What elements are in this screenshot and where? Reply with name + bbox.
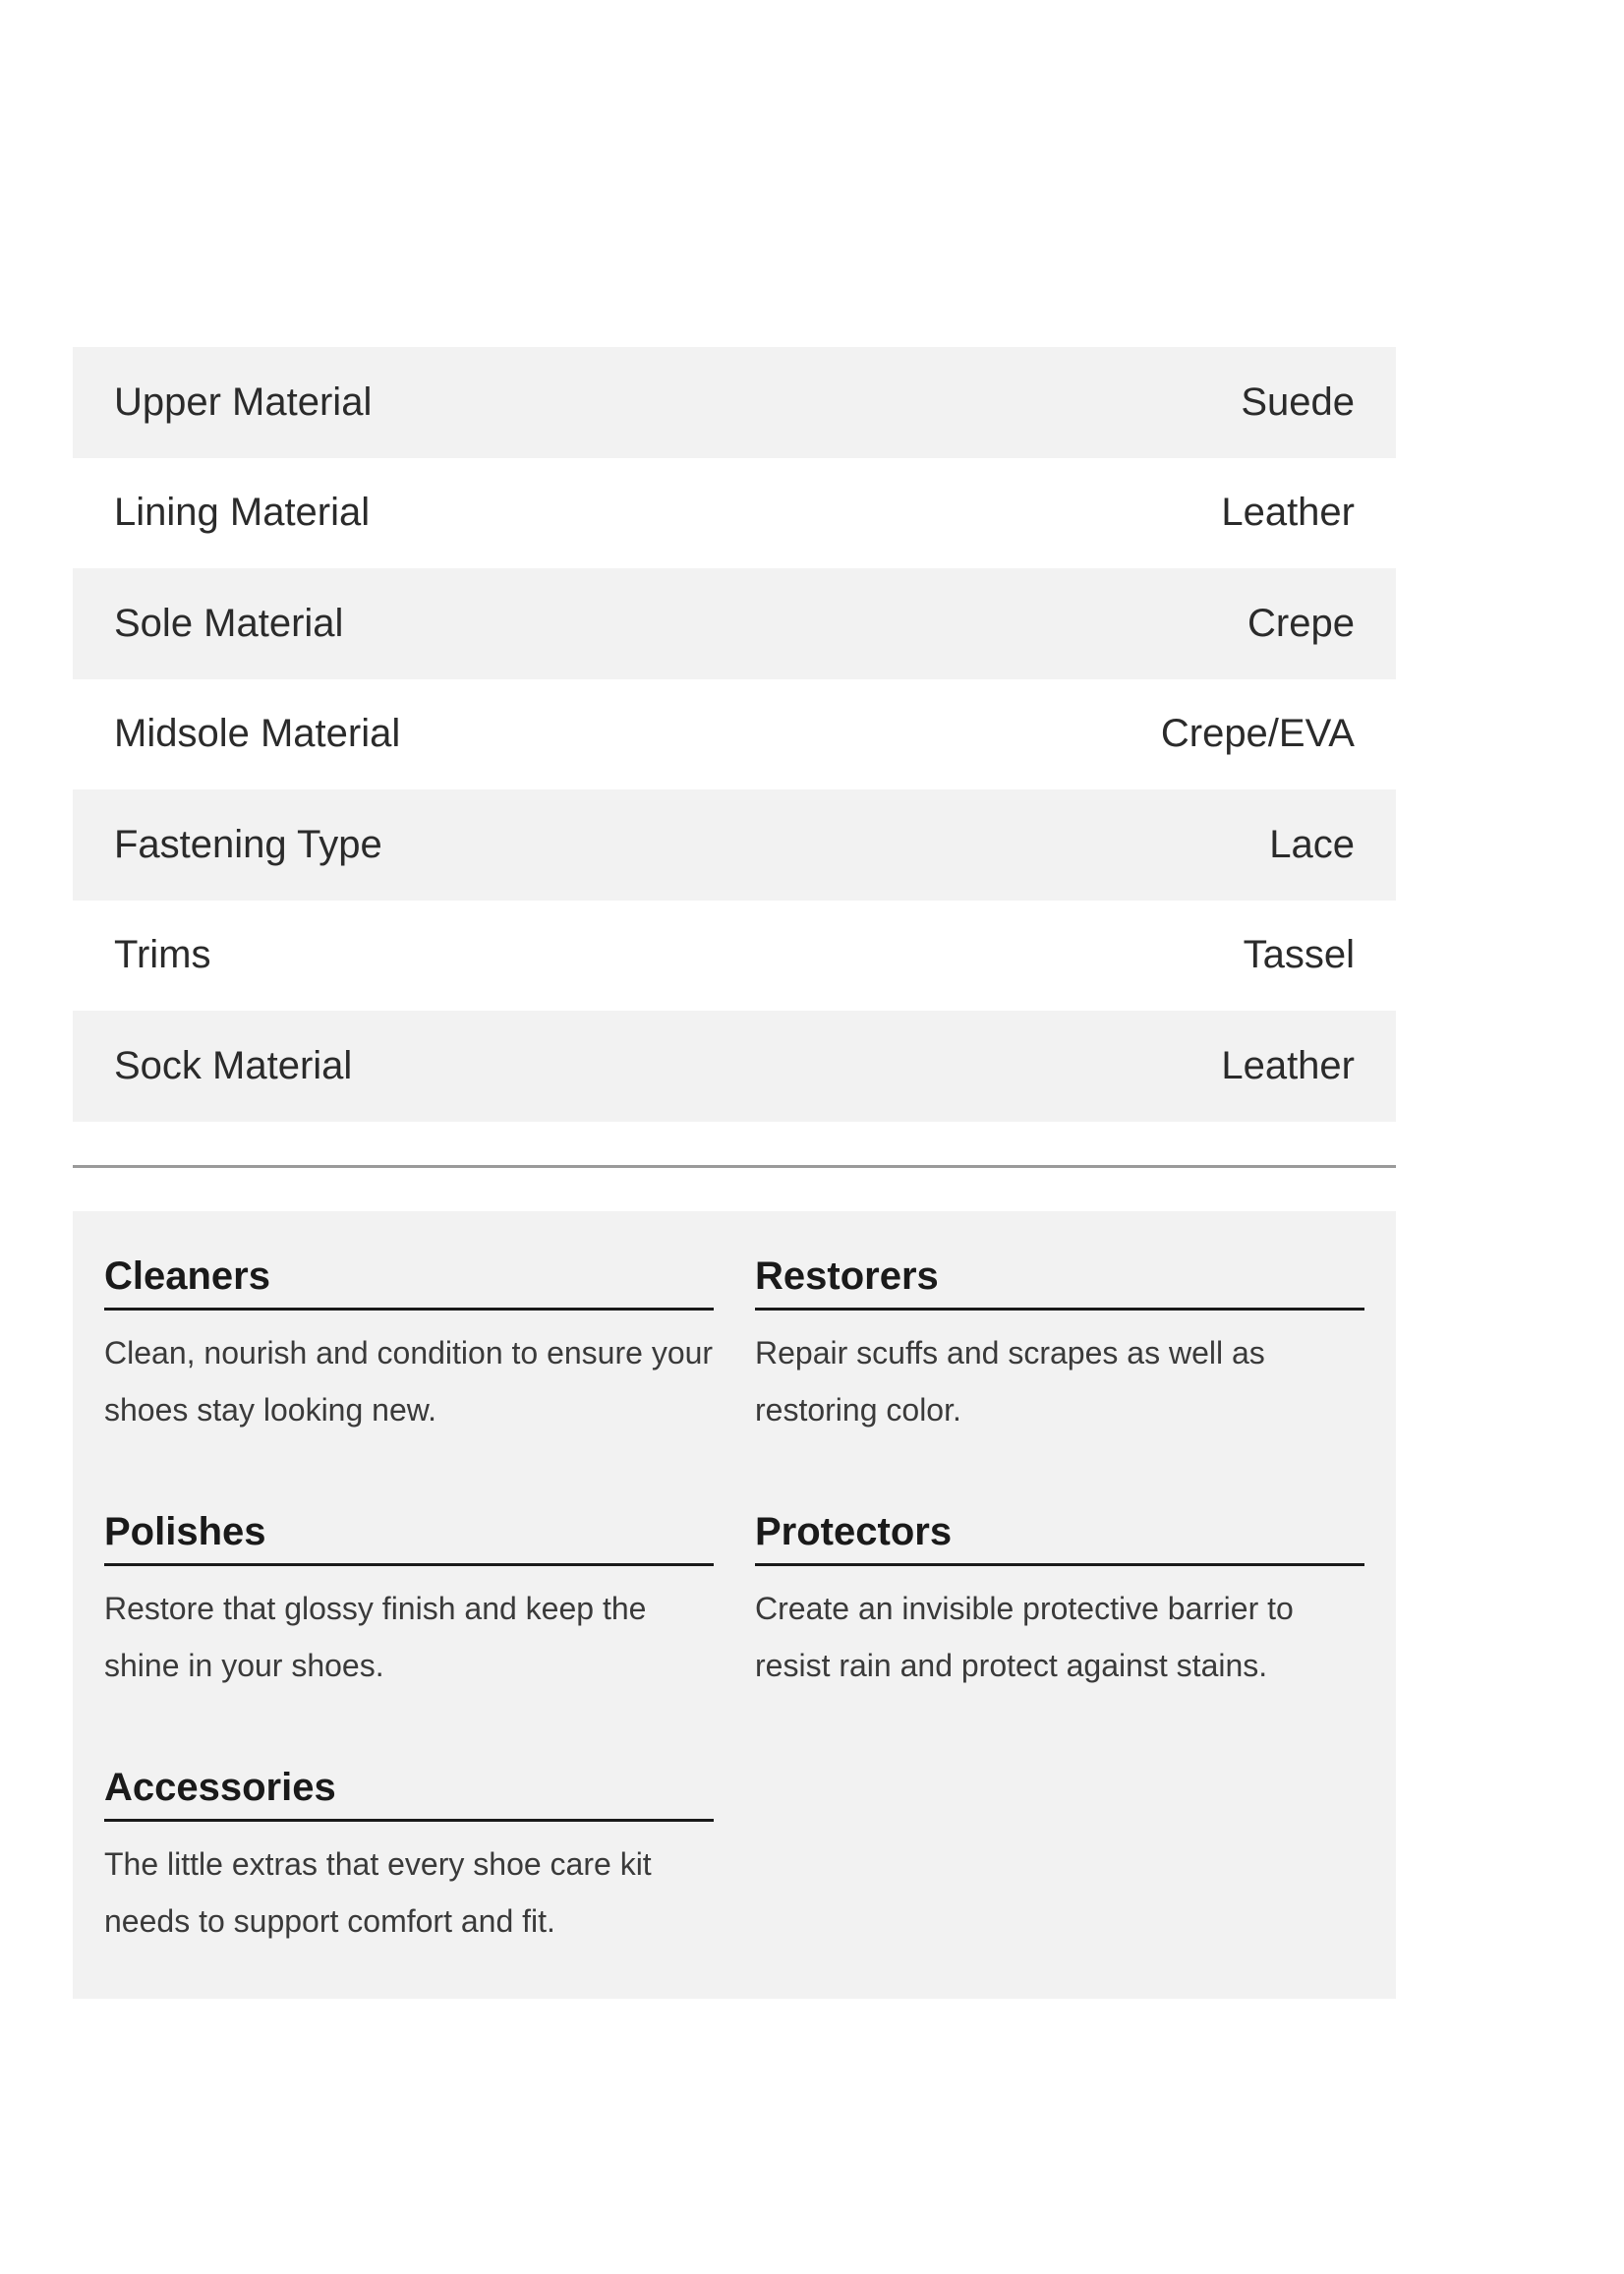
spec-label: Fastening Type bbox=[114, 822, 382, 866]
spec-row-trims bbox=[73, 901, 1396, 1012]
care-category-title[interactable]: Restorers bbox=[755, 1245, 1364, 1311]
spec-row-upper-material bbox=[73, 347, 1396, 458]
care-category-title[interactable]: Protectors bbox=[755, 1500, 1364, 1566]
spec-label: Trims bbox=[114, 933, 211, 977]
spec-value: Lace bbox=[1269, 822, 1355, 866]
spec-value: Tassel bbox=[1243, 933, 1355, 977]
care-category-title[interactable]: Accessories bbox=[104, 1756, 714, 1822]
care-category-description: The little extras that every shoe care kit needs to support comfort and fit. bbox=[104, 1846, 652, 1939]
shoe-care-panel bbox=[73, 1211, 1396, 1999]
spec-label: Lining Material bbox=[114, 491, 371, 535]
spec-label: Midsole Material bbox=[114, 712, 401, 756]
spec-value: Leather bbox=[1221, 1043, 1355, 1087]
shoe-care-grid bbox=[104, 1245, 1364, 2012]
care-category-description: Restore that glossy finish and keep the shine in your shoes. bbox=[104, 1591, 647, 1683]
product-spec-table bbox=[73, 347, 1396, 1122]
care-category-description: Clean, nourish and condition to ensure your shoes stay looking new. bbox=[104, 1335, 714, 1428]
spec-label: Sock Material bbox=[114, 1043, 353, 1087]
care-category-title[interactable]: Cleaners bbox=[104, 1245, 714, 1311]
spec-row-lining-material bbox=[73, 458, 1396, 569]
spec-row-fastening-type bbox=[73, 789, 1396, 901]
care-category-restorers[interactable] bbox=[755, 1245, 1364, 1500]
spec-row-sock-material bbox=[73, 1011, 1396, 1122]
care-category-polishes[interactable] bbox=[104, 1500, 714, 1756]
care-category-title[interactable]: Polishes bbox=[104, 1500, 714, 1566]
spec-value: Leather bbox=[1221, 491, 1355, 535]
spec-label: Upper Material bbox=[114, 379, 373, 424]
spec-value: Crepe bbox=[1247, 601, 1355, 645]
spec-row-sole-material bbox=[73, 568, 1396, 679]
section-divider bbox=[73, 1165, 1396, 1168]
care-category-description: Create an invisible protective barrier to resist rain and protect against stains. bbox=[755, 1591, 1294, 1683]
care-category-accessories[interactable] bbox=[104, 1756, 714, 2012]
spec-label: Sole Material bbox=[114, 601, 344, 645]
care-category-cleaners[interactable] bbox=[104, 1245, 714, 1500]
care-category-description: Repair scuffs and scrapes as well as restoring color. bbox=[755, 1335, 1265, 1428]
spec-value: Suede bbox=[1241, 379, 1355, 424]
care-category-protectors[interactable] bbox=[755, 1500, 1364, 1756]
spec-row-midsole-material bbox=[73, 679, 1396, 790]
spec-value: Crepe/EVA bbox=[1160, 712, 1355, 756]
